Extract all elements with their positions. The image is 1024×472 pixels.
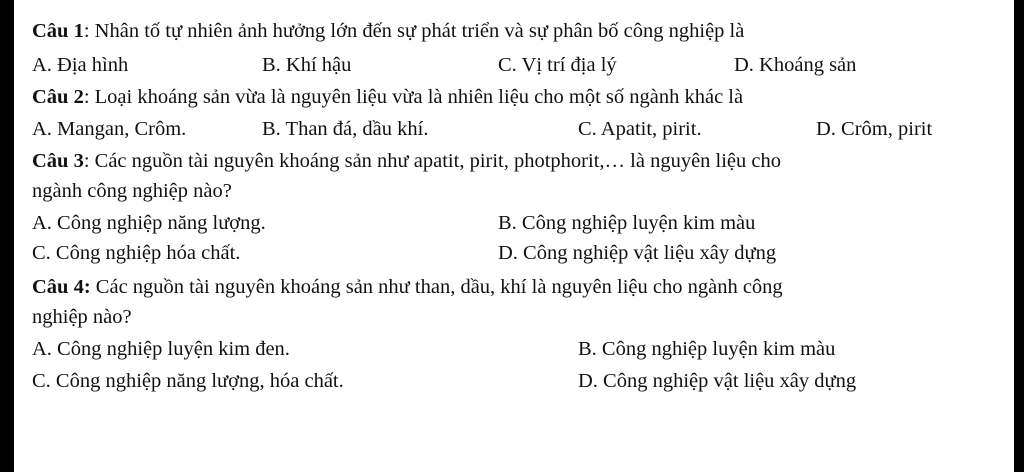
question-1-text: : Nhân tố tự nhiên ảnh hưởng lớn đến sự phát triển và sự phân bố công nghiệp là (83, 20, 745, 42)
question-4-option-b: B. Công nghiệp luyện kim màu (578, 338, 836, 360)
question-1-option-a: A. Địa hình (32, 54, 129, 76)
question-1-option-b: B. Khí hậu (262, 54, 352, 76)
question-4-stem-continued: nghiệp nào? (32, 306, 132, 328)
question-1-stem (32, 18, 744, 44)
question-3-option-c: C. Công nghiệp hóa chất. (32, 242, 241, 264)
question-3-option-d: D. Công nghiệp vật liệu xây dựng (498, 242, 777, 264)
question-3-stem-continued: ngành công nghiệp nào? (32, 180, 232, 202)
question-4-text: Các nguồn tài nguyên khoáng sản như than, dầu, khí là nguyên liệu cho ngành công (90, 276, 783, 298)
question-4-label: Câu 4: (32, 276, 91, 298)
question-2-text: : Loại khoáng sản vừa là nguyên liệu vừa là nhiên liệu cho một số ngành khác là (83, 86, 744, 108)
question-4-option-a: A. Công nghiệp luyện kim đen. (32, 338, 290, 360)
right-dark-edge (1014, 0, 1024, 472)
question-2-option-d: D. Crôm, pirit (816, 118, 933, 140)
question-3-text: : Các nguồn tài nguyên khoáng sản như apatit, pirit, photphorit,… là nguyên liệu cho (83, 150, 782, 172)
question-1-option-d: D. Khoáng sản (734, 54, 857, 76)
question-4-stem (32, 274, 783, 300)
question-4-option-d: D. Công nghiệp vật liệu xây dựng (578, 370, 857, 392)
question-2-label: Câu 2 (32, 86, 84, 108)
question-1-option-c: C. Vị trí địa lý (498, 54, 617, 76)
question-3-option-a: A. Công nghiệp năng lượng. (32, 212, 266, 234)
question-1-label: Câu 1 (32, 20, 84, 42)
question-4-option-c: C. Công nghiệp năng lượng, hóa chất. (32, 370, 344, 392)
question-2-option-a: A. Mangan, Crôm. (32, 118, 187, 140)
question-3-label: Câu 3 (32, 150, 84, 172)
question-3-stem (32, 148, 781, 174)
question-2-option-c: C. Apatit, pirit. (578, 118, 702, 140)
question-2-option-b: B. Than đá, dầu khí. (262, 118, 429, 140)
left-dark-edge (0, 0, 14, 472)
question-2-stem (32, 84, 743, 110)
question-3-option-b: B. Công nghiệp luyện kim màu (498, 212, 756, 234)
